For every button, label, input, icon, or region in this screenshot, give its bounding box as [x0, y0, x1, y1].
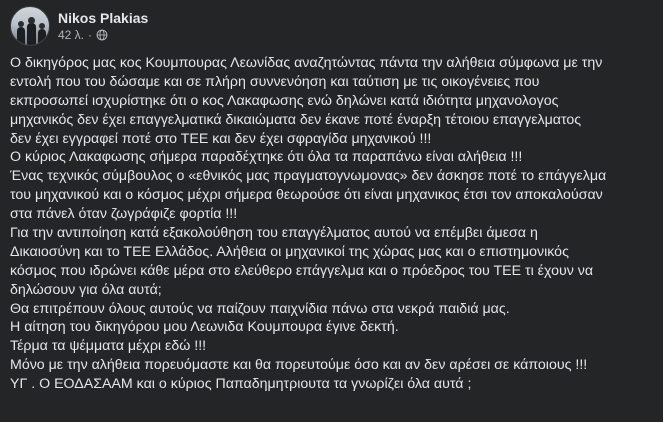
post-text-line: μηχανικός δεν έχει επαγγελματικά δικαιώματα δεν έκανε ποτέ έναρξη τέτοιου επαγγελματος — [10, 111, 582, 128]
avatar-figure-head — [39, 23, 45, 29]
post-text-line: Ένας τεχνικός σύμβουλος ο «εθνικός μας πραγματογνωμονας» δεν άσκησε ποτέ το επάγγελμα — [10, 168, 607, 185]
avatar-figure-head — [28, 17, 35, 24]
post-body — [10, 54, 660, 394]
post-text-line: στα πάνελ όταν ζωγράφιζε φορτία !!! — [10, 206, 238, 223]
post-text-line: Τέρμα τα ψέμματα μέχρι εδώ !!! — [10, 338, 207, 355]
avatar-figure — [38, 29, 46, 45]
post-text-line: Για την αντιποίηση κατά εξακολούθηση του επαγγέλματος αυτού να επέμβει άμεσα η — [10, 225, 538, 242]
post-text-line: δεν έχει εγγραφεί ποτέ στο ΤΕΕ και δεν έχει σφραγίδα μηχανικού !!! — [10, 130, 432, 147]
post-text-line: Μόνο με την αλήθεια πορευόμαστε και θα πορευτούμε όσο και αν δεν αρέσει σε κάποιους !!! — [10, 357, 588, 374]
separator-dot: · — [88, 28, 93, 42]
avatar-figure-head — [18, 21, 24, 27]
post-text-line: Ο δικηγόρος μας κος Κουμπουρας Λεωνίδας αναζητώντας πάντα την αλήθεια σύμφωνα με την — [10, 55, 603, 71]
post-header — [10, 6, 148, 46]
avatar-figure — [17, 27, 25, 45]
post-text-line: ΥΓ . Ο ΕΟΔΑΣΑΑΜ και ο κύριος Παπαδημητριουτα τα γνωρίζει όλα αυτά ; — [10, 376, 472, 393]
post-timestamp[interactable]: 42 λ. — [58, 28, 85, 42]
post-text-line: Θα επιτρέπουν όλους αυτούς να παίζουν παιχνίδια πάνω στα νεκρά παιδιά μας. — [10, 300, 510, 317]
post-text-line: δηλώσουν για όλα αυτά; — [10, 281, 162, 298]
post-text-line: Ο κύριος Λακαφωσης σήμερα παραδέχτηκε ότι όλα τα παραπάνω είναι αλήθεια !!! — [10, 149, 523, 166]
author-avatar[interactable] — [10, 6, 50, 46]
avatar-figure — [27, 23, 36, 45]
post-text-line: Η αίτηση του δικηγόρου μου Λεωνιδα Κουμπουρα έγινε δεκτή. — [10, 319, 399, 336]
post-text-line: κόσμος που ιδρώνει κάθε μέρα στο ελεύθερο επάγγελμα και ο πρόεδρος του ΤΕΕ τι έχουν να — [10, 262, 594, 279]
post-text-line: εκπροσωπεί ισχυρίστηκε ότι ο κος Λακαφωσης ενώ δηλώνει κατά ιδιότητα μηχανολογος — [10, 92, 559, 109]
globe-icon[interactable] — [96, 29, 108, 41]
post-text-line: Δικαιοσύνη και το ΤΕΕ Ελλάδος. Αλήθεια οι μηχανικοί της χώρας μας και ο επιστημονικός — [10, 243, 569, 260]
post-subline — [58, 27, 148, 43]
post-text-line: του μηχανικού και ο κόσμος μέχρι σήμερα θεωρούσε ότι είναι μηχανικος έτσι τον αποκαλούσαν — [10, 187, 603, 204]
post-meta — [58, 9, 148, 43]
post-text-line: εντολή που του δώσαμε και σε πλήρη συννενόηση και ταύτιση με τις οικογένειες που — [10, 73, 540, 90]
author-name[interactable]: Nikos Plakias — [58, 10, 149, 26]
